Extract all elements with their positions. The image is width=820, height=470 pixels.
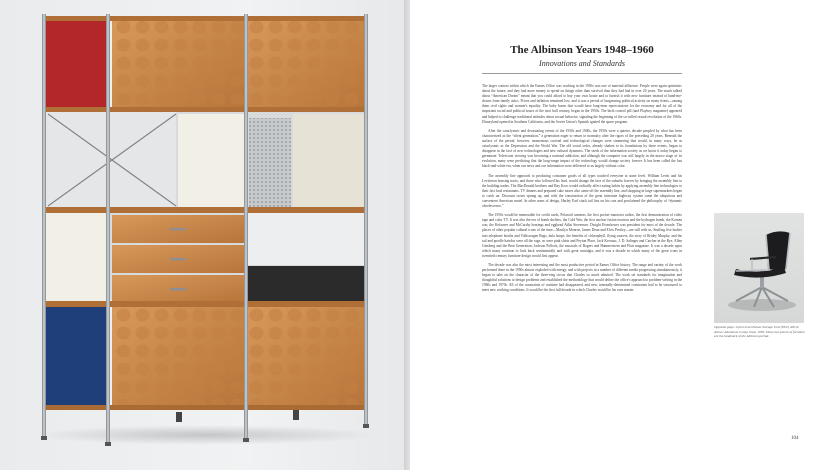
paragraph-2: After the cataclysmic and devastating events of the 1930s and 1940s, the 1950s were a quieter, decade peopled by what has been characterized as the “silent generation,” a generation eager to return to normalcy after the rigors of the preceding 20 years. Beneath the surface of the period, however, momentous societal and technological changes were simmering that would, in many ways, be as cataclysmic as the Depression and the World War. The old social order, already shaken to its foundations by these events, began to disappear in the face of new technologies and new cultural dynamics. The seeds of the information society as we know it today began to germinate. Television viewing was becoming a national addiction, and although the computer was still largely in the macro stage of its evolution, many were predicting that the long-range impact of the technology would change society forever. It has been called the last black-and-white era, when our news and our information were delivered to us largely without color. <box>482 128 682 169</box>
chair-photo <box>714 213 804 323</box>
title-rule <box>482 73 682 74</box>
photo-caption: Opposite page: A four-level Eames Storage Unit (ESU) 400-N. Above: Aluminum Group chair, 1958. These two pieces of furniture are the landmark of the Albinson period. <box>714 325 805 339</box>
body-text <box>482 84 682 454</box>
chapter-title: The Albinson Years 1948–1960 <box>510 44 654 56</box>
white-panel <box>178 114 244 208</box>
red-panel <box>46 20 108 108</box>
black-panel <box>248 266 366 303</box>
right-page <box>410 0 820 470</box>
page-number: 104 <box>791 436 799 441</box>
chapter-subtitle: Innovations and Standards <box>539 59 625 68</box>
paragraph-1: The larger context within which the Eames Office was working in the 1950s was one of material affluence. People were again optimistic about the future, and they had more money to spend on things other than survival than they had had in over 20 years. The much talked about “American Dream” meant that you could afford to buy your own house and to furnish it with new furniture instead of hand-me-downs from family attics. Prices and inflation remained low, and it was a period of burgeoning political activity on many fronts—among them civil rights and women's equality. The baby boom that would have long-term repercussions for the economy and for all of the important social and political issues of the next half century, began in the 1950s. The birth control pill (and Playboy magazine) appeared and helped to challenge traditional attitudes about sexual behavior, signaling the beginning of the so-called sexual revolution of the 1960s. Disneyland opened in Southern California, and the Soviet Union's Sputnik ignited the space program. <box>482 84 682 124</box>
blue-panel <box>46 307 108 407</box>
paragraph-3: The assembly line approach to producing consumer goods of all types touched everyone at some level. William Levitt and his Levittown housing tracts, and those who followed his lead, would change the face of the suburbs forever by bringing the assembly line to the building trades. The MacDonald brothers and Ray Kroc would radically affect eating habits by applying assembly line technologies to their fast food restaurants. TV dinners and prepared cake mixes also came off the assembly line, and shopping in large supermarkets began to catch on. Discount stores sprang up, and with the construction of the great interstate highway system came the ubiquitous and convenient American motel. In other areas of design, Harley Earl stuck tail fins on his cars and proclaimed the philosophy of “dynamic obsolescence.” <box>482 173 682 209</box>
paragraph-5: The decade was also the most interesting and the most productive period in Eames Office history. The range and variety of the work performed there in the 1950s almost exploded with energy, and with projects in a number of different media progressing simultaneously, it began to take on the character of the three-ring circus that Charles so much admired. The work set standards for imagination and thoughtful solutions to design problems and established the methodology that would define the office's approach to problem-solving in the 1960s and 1970s. All of the constraints of wartime had disappeared, and new, internally-determined constraints had to be structured to meet new working conditions. It would be the first full decade in which Charles would be his own master. <box>482 263 682 293</box>
paragraph-4: The 1950s would be memorable for credit cards, Polaroid cameras, the first pocket transistor radios, the first demonstration of video tape and color TV. It was also the era of bomb shelters, the Cold War, the first nuclear fusion reaction and the hydrogen bomb, the Korean war, the Kefauver and McCarthy hearings and egghead Adlai Stevenson. Dwight Eisenhower was president for most of the decade. The places of other popular cultural icons of the time—Marilyn Monroe, James Dean and Elvis Presley—are still with us. Stuffing five bodies into telephone booths and Volkswagen Bugs, hula hoops, the benefits of chlorophyll, flying saucers, the story of Bridey Murphy, and the tail and poodle hairdos were all the rage, as were pink shirts and Peyton Place, Jack Kerouac, J. D. Salinger and Catcher in the Rye, Allen Ginsberg and the Beat Generation, Jackson Pollock, the musicals of Rogers and Hammerstein and Flair magazine. It was a decade upon which many continue to look back sentimentally and with great nostalgia, and it was a decade in which many of the great icons in twentieth century furniture design would first appear. <box>482 213 682 258</box>
